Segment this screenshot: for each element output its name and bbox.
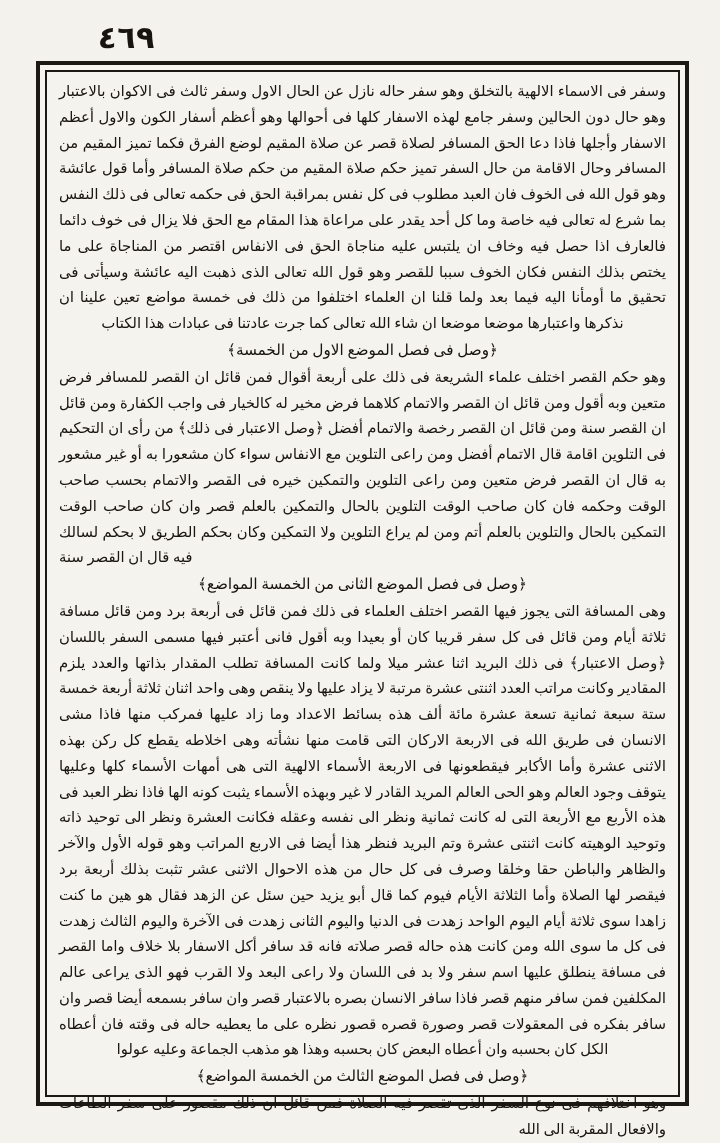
section-heading-third-place: ﴿وصل فى فصل الموضع الثالث من الخمسة المواضع﴾ (196, 1067, 529, 1086)
body-text (59, 79, 666, 1143)
section-heading-first-place: ﴿وصل فى فصل الموضع الاول من الخمسة﴾ (227, 340, 498, 359)
paragraph-journeys-of-divine-names: وسفر فى الاسماء الالهية بالتخلق وهو سفر حاله نازل عن الحال الاول وسفر ثالث فى الاكوان بالاعتبار وهو حال دون الحالين وسفر جامع لهذه الاسفار كلها فى أحوالها وهو أعظم أسفار الكون والاول أعظم الاسفار وأجلها فاذا دعا الحق المسافر لصلاة قصر عن صلاة المقيم لوضع الفرق فكما تميز المقيم من المسافر وحال الاقامة من حال السفر تميز حكم صلاة المقيم من حكم صلاة المسافر وأما قول عائشة وهو قول الله فى الخوف فان العبد مطلوب فى كل نفس بمراقبة الحق فى حكمه تعالى فى ذلك النفس بما شرع له تعالى فيه خاصة وما كل أحد يقدر على مراعاة هذا المقام مع الحق فلا يزال فى خوف دائما فالعارف اذا حصل فيه وخاف ان يلتبس عليه مناجاة الحق فى الانفاس اقتصر من المناجاة على ما يختص بذلك النفس فكان الخوف سببا للقصر وهو قول الله تعالى الذى ذهبت اليه عائشة وسيأتى فى تحقيق ما أومأنا اليه فيما بعد ولما قلنا ان العلماء اختلفوا من ذلك فى خمسة مواضع تعين علينا ان نذكرها واعتبارها موضعا موضعا ان شاء الله تعالى كما جرت عادتنا فى عبادات هذا الكتاب (59, 83, 666, 333)
page-number: ٤٦٩ (97, 20, 156, 56)
paragraph-type-of-travel: وهو اختلافهم فى نوع السفر الذى تقصر فيه الصلاة فمن قائل ان ذلك مقصور على سفر الطاعات والافعال المقربة الى الله (59, 1095, 666, 1138)
section-heading-second-place: ﴿وصل فى فصل الموضع الثانى من الخمسة المواضع﴾ (197, 575, 528, 594)
page-border-frame (36, 61, 689, 1138)
paragraph-ruling-of-shortening-prayer: وهو حكم القصر اختلف علماء الشريعة فى ذلك على أربعة أقوال فمن قائل ان القصر للمسافر فرض متعين وبه أقول ومن قائل ان القصر والاتمام كلاهما فرض مخير له كالخيار فى واجب الكفارة ومن قائل ان القصر سنة ومن قائل ان القصر رخصة والاتمام أفضل ﴿وصل الاعتبار فى ذلك﴾ من رأى ان التحكيم فى التلوين اقامة قال الاتمام أفضل ومن راعى التلوين مع الانفاس سواء كان مشعورا به أو غير مشعور به قال ان القصر فرض متعين ومن راعى التلوين والتمكين خيره فى القصر والاتمام بحسب صاحب الوقت وحكمه فان كان صاحب الوقت التلوين بالحال والتمكين بالعلم قصر وان كان صاحب الوقت التمكين بالحال والتلوين بالعلم أتم ومن لم يراع التلوين ولا التمكين وكان بحكم الطريق لا بحكم لسالك فيه قال ان القصر سنة (59, 368, 666, 567)
paragraph-distance-for-shortening: وهى المسافة التى يجوز فيها القصر اختلف العلماء فى ذلك فمن قائل فى أربعة برد ومن قائل مسافة ثلاثة أيام ومن قائل فى كل سفر قريبا كان أو بعيدا وبه أقول فانى أعتبر فيها مسمى السفر باللسان ﴿وصل الاعتبار﴾ فى ذلك البريد اثنا عشر ميلا ولما كانت المسافة تطلب المقدار بذاتها والعدد يلزم المقادير وكانت مراتب العدد اثنتى عشرة مرتبة لا يزاد عليها ولا ينقص وهى واحد اثنان ثلاثة أربعة خمسة ستة سبعة ثمانية تسعة عشرة مائة ألف هذه بسائط الاعداد وما زاد عليها فمركب منها فاذا مشى الانسان فى طريق الله فى الاربعة الاركان التى قامت منها نشأته وهى اخلاطه يقطع كل ركن بهذه الاثنى عشرة وأما الأكابر فيقطعونها فى الاربعة الأسماء الالهية التى هى أمهات الأسماء كلها وعليها يتوقف وجود العالم وهو الحى العالم المريد القادر لا غير وبهذه الأسماء يثبت كونه الها فاذا نظر العبد فى هذه الأربع مع الأربعة التى له كانت ثمانية ونظر الى نفسه وعقله فكانت العشرة ونظر الى توحيد ذاته وتوحيد الوهيته كانت اثنتى عشرة وتم البريد فنظر هذا أيضا فى الاربع المراتب وهو قوله الأول والآخر والظاهر والباطن حقا وخلقا وصرف فى كل حال من هذه الاحوال الاثنى عشر تثبت بذلك أربعة برد فيقصر لها الصلاة وأما الثلاثة الأيام فيوم كما قال أبو يزيد حين سئل عن الزهد فقال هو هين ما كنت زاهدا سوى ثلاثة أيام اليوم الواحد زهدت فى الدنيا واليوم الثانى زهدت فى الآخرة واليوم الثالث زهدت فى كل ما سوى الله ومن كانت هذه حاله قصر صلاته فانه قد سافر أكل الاسفار بلا خلاف واما القصر فى مسافة ينطلق عليها اسم سفر ولا بد فى اللسان ولا راعى البعد ولا القرب فهو الذى يراعى عالم المكلفين فمن سافر منهم قصر فاذا سافر الانسان بصره بالاعتبار قصر وان سافر بسمعه أيضا قصر وان سافر بفكره فى المعقولات قصر وصورة قصره قصور نظره على ما يعطيه حاله فى وقته فان أعطاه الكل كان بحسبه وان أعطاه البعض كان بحسبه وهذا هو مذهب الجماعة وعليه عولوا (59, 602, 666, 1059)
text-area (45, 70, 680, 1138)
